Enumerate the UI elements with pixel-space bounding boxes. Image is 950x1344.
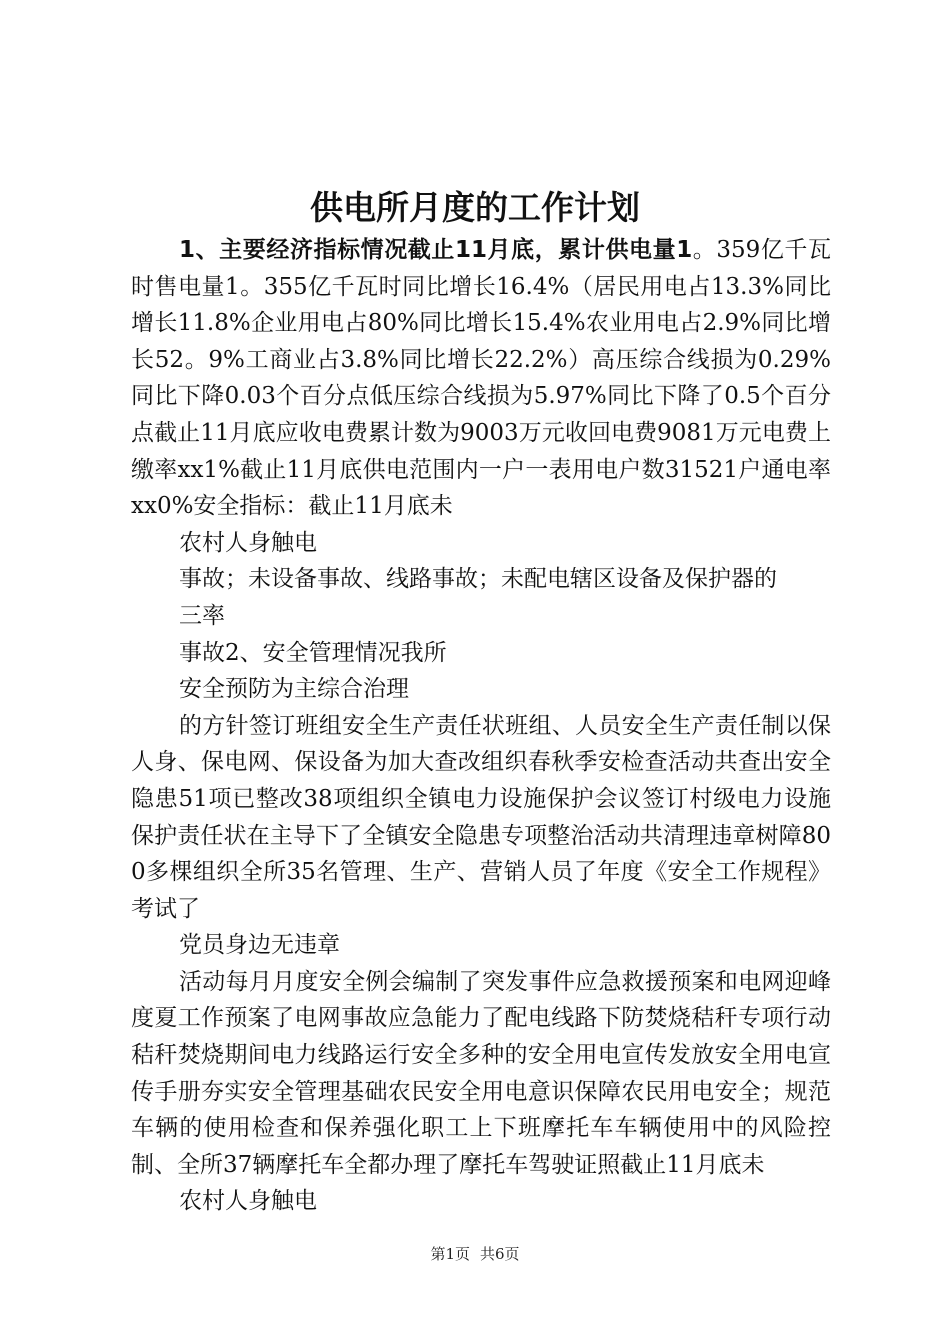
paragraph-8: 党员身边无违章 xyxy=(179,932,340,959)
paragraph-9: 活动每月月度安全例会编制了突发事件应急救援预案和电网迎峰度夏工作预案了电网事故应急能力了配电线路下防焚烧秸秆专项行动秸秆焚烧期间电力线路运行安全多种的安全用电宣传发放安全用电宣传手册夯实安全管理基础农民安全用电意识保障农民用电安全；规范车辆的使用检查和保养强化职工上下班摩托车车辆使用中的风险控制、全所37辆摩托车全都办理了摩托车驾驶证照截止11月底未 xyxy=(131,968,831,1178)
paragraph-4: 三率 xyxy=(179,602,225,629)
paragraph-6: 安全预防为主综合治理 xyxy=(179,676,409,703)
paragraph-1-text: 。359亿千瓦时售电量1。355亿千瓦时同比增长16.4%（居民用电占13.3%同比增长11.8%企业用电占80%同比增长15.4%农业用电占2.9%同比增长52。9%工商业占3.8%同比增长22.2%）高压综合线损为0.29%同比下降0.03个百分点低压综合线损为5.97%同比下降了0.5个百分点截止11月底应收电费累计数为9003万元收回电费9081万元电费上缴率xx1%截止11月底供电范围内一户一表用电户数31521户通电率xx0%安全指标：截止11月底未 xyxy=(131,237,832,520)
paragraph-5: 事故2、安全管理情况我所 xyxy=(179,639,447,666)
paragraph-10: 农村人身触电 xyxy=(179,1188,317,1215)
document-body xyxy=(131,232,831,1220)
page-number: 第1页 xyxy=(430,1245,470,1263)
page-footer xyxy=(0,1244,950,1264)
paragraph-1 xyxy=(131,232,831,525)
paragraph-3: 事故；未设备事故、线路事故；未配电辖区设备及保护器的 xyxy=(179,566,777,593)
paragraph-2: 农村人身触电 xyxy=(179,529,317,556)
document-title: 供电所月度的工作计划 xyxy=(310,188,640,227)
paragraph-lead: 1、主要经济指标情况截止11月底，累计供电量1 xyxy=(179,237,693,263)
page-total: 共6页 xyxy=(480,1245,520,1263)
paragraph-7: 的方针签订班组安全生产责任状班组、人员安全生产责任制以保人身、保电网、保设备为加大查改组织春秋季安检查活动共查出安全隐患51项已整改38项组织全镇电力设施保护会议签订村级电力设施保护责任状在主导下了全镇安全隐患专项整治活动共清理违章树障800多棵组织全所35名管理、生产、营销人员了年度《安全工作规程》考试了 xyxy=(131,712,831,922)
